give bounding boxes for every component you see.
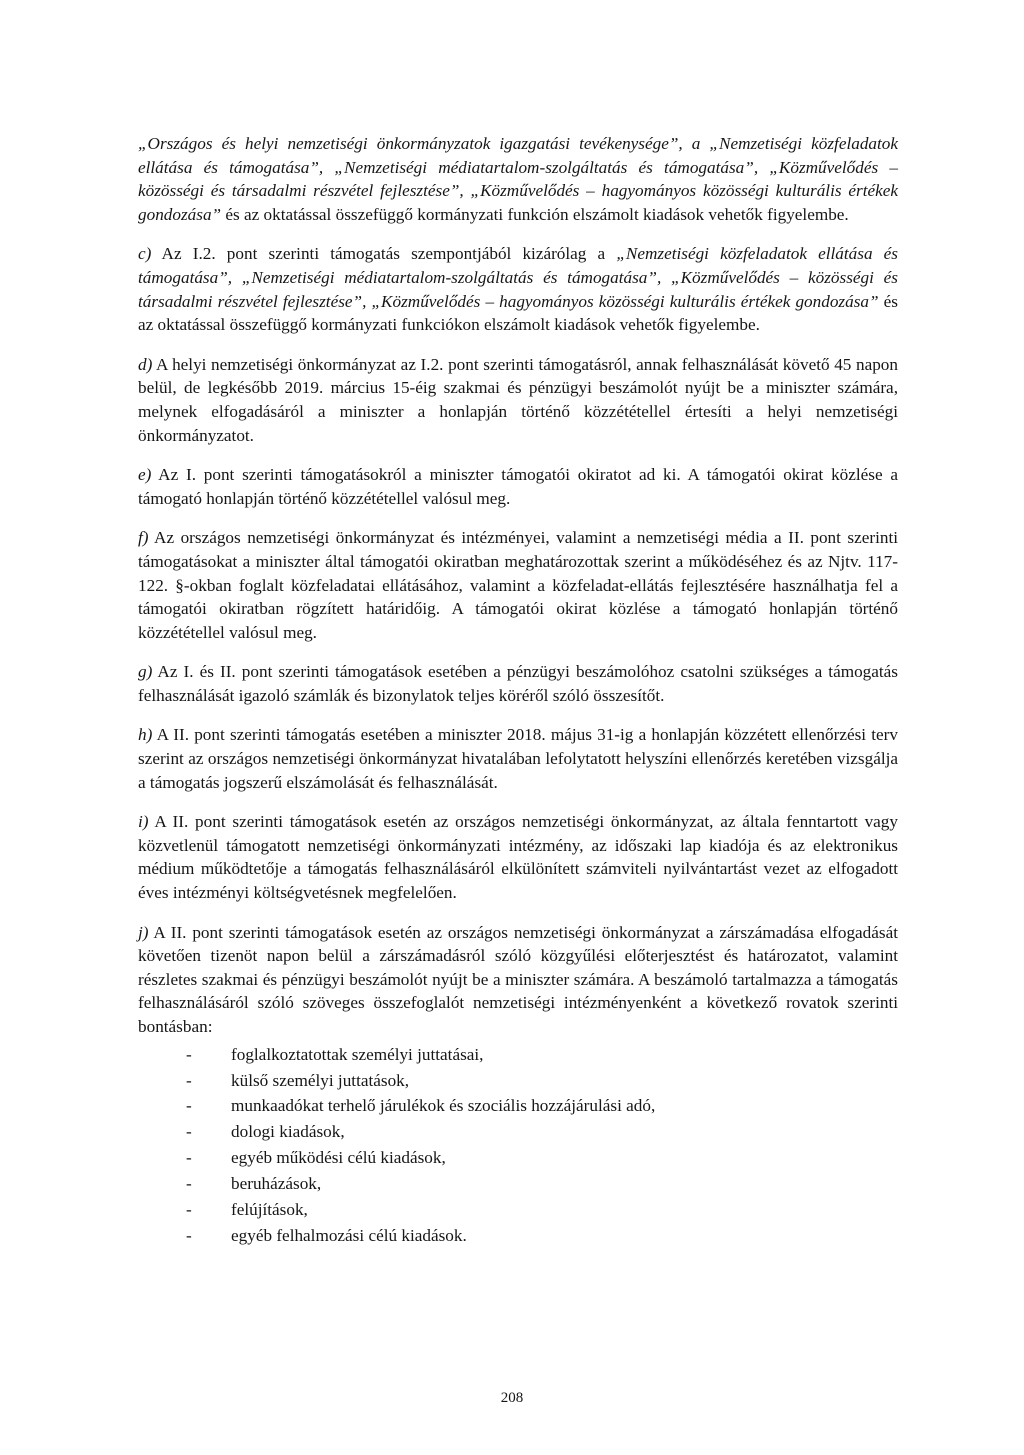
paragraph-c <box>138 242 898 336</box>
list-item-text: egyéb működési célú kiadások, <box>231 1148 446 1168</box>
bullet-dash: - <box>186 1225 192 1245</box>
paragraph-j <box>138 921 898 1039</box>
bullet-dash: - <box>186 1122 192 1142</box>
list-item-text: munkaadókat terhelő járulékok és szociális hozzájárulási adó, <box>231 1096 656 1116</box>
list-item <box>186 1223 898 1249</box>
bullet-dash: - <box>186 1148 192 1168</box>
paragraph-g <box>138 660 898 707</box>
bullet-dash: - <box>186 1044 192 1064</box>
paragraphs <box>138 132 898 1039</box>
italic-text-run: g) <box>138 662 153 682</box>
text-run: és az oktatással összefüggő kormányzati funkción elszámolt kiadások vehetők figyelembe. <box>221 204 849 224</box>
paragraph-continuation <box>138 132 898 226</box>
expense-category-list <box>138 1042 898 1249</box>
bullet-dash: - <box>186 1096 192 1116</box>
list-item <box>186 1171 898 1197</box>
italic-text-run: c) <box>138 244 152 264</box>
text-run: Az országos nemzetiségi önkormányzat és intézményei, valamint a nemzetiségi média a II. pont szerinti támogatásokat a miniszter által támogatói okiratban meghatározottak szerint a működéséhez és az Njtv. 117-122. §-okban foglalt közfeladatai ellátásához, valamint a közfeladat-ellátás fejlesztésére használhatja fel a támogatói okiratban rögzített határidőig. A támogatói okirat közlése a támogató honlapján történő közzététellel valósul meg. <box>138 528 898 642</box>
italic-text-run: d) <box>138 354 153 374</box>
list-item-text: egyéb felhalmozási célú kiadások. <box>231 1225 467 1245</box>
paragraph-e <box>138 463 898 510</box>
text-run: Az I. és II. pont szerinti támogatások esetében a pénzügyi beszámolóhoz csatolni szükséges a támogatás felhasználását igazoló számlák és bizonylatok teljes köréről szóló összesítőt. <box>138 662 898 705</box>
bullet-dash: - <box>186 1070 192 1090</box>
italic-text-run: e) <box>138 465 152 485</box>
list-item <box>186 1093 898 1119</box>
italic-text-run: „Országos és helyi nemzetiségi önkormányzatok igazgatási tevékenysége”, a „Nemzetiségi közfeladatok ellátása és támogatása”, „Nemzetiségi médiatartalom-szolgáltatás és támogatása”, „Közművelődés – közösségi és társadalmi részvétel fejlesztése”, „Közművelődés – hagyományos közösségi kulturális értékek gondozása” <box>138 134 898 224</box>
list-item <box>186 1197 898 1223</box>
paragraph-f <box>138 526 898 644</box>
bullet-dash: - <box>186 1200 192 1220</box>
italic-text-run: j) <box>138 922 149 942</box>
text-run: Az I.2. pont szerinti támogatás szempontjából kizárólag a <box>151 244 617 264</box>
text-run: és az oktatással összefüggő kormányzati funkciókon elszámolt kiadások vehetők figyelembe. <box>138 291 898 335</box>
italic-text-run: f) <box>138 528 149 548</box>
list-item <box>186 1119 898 1145</box>
list-item-text: foglalkoztatottak személyi juttatásai, <box>231 1044 484 1064</box>
list-item <box>186 1145 898 1171</box>
page-number: 208 <box>500 1390 524 1406</box>
text-run: A helyi nemzetiségi önkormányzat az I.2. pont szerinti támogatásról, annak felhasználását követő 45 napon belül, de legkésőbb 2019. március 15-éig szakmai és pénzügyi beszámolót nyújt be a miniszter számára, melynek elfogadásáról a miniszter a honlapján történő közzététellel értesíti a helyi nemzetiségi önkormányzatot. <box>138 354 898 445</box>
list-item <box>186 1068 898 1094</box>
list-item-text: beruházások, <box>231 1174 322 1194</box>
italic-text-run: „Nemzetiségi közfeladatok ellátása és támogatása”, „Nemzetiségi médiatartalom-szolgáltatás és támogatása”, „Közművelődés – közösségi és társadalmi részvétel fejlesztése”, „Közművelődés – hagyományos közösségi kulturális értékek gondozása” <box>138 244 898 311</box>
list-item-text: külső személyi juttatások, <box>231 1070 410 1090</box>
italic-text-run: i) <box>138 812 149 832</box>
text-run: A II. pont szerinti támogatás esetében a miniszter 2018. május 31-ig a honlapján közzétett ellenőrzési terv szerint az országos nemzetiségi önkormányzat hivatalában lefolytatott helyszíni ellenőrzés keretében vizsgálja a támogatás jogszerű elszámolását és felhasználását. <box>138 725 898 792</box>
list-item-text: felújítások, <box>231 1200 308 1220</box>
text-run: A II. pont szerinti támogatások esetén az országos nemzetiségi önkormányzat, az általa fenntartott vagy közvetlenül támogatott nemzetiségi önkormányzati intézmény, az időszaki lap kiadója és az elektronikus médium működtetője a támogatás felhasználásáról elkülönített számviteli nyilvántartást vezet az elfogadott éves intézményi költségvetésnek megfelelően. <box>138 812 898 903</box>
bullet-dash: - <box>186 1174 192 1194</box>
paragraph-d <box>138 353 898 447</box>
text-run: A II. pont szerinti támogatások esetén az országos nemzetiségi önkormányzat a zárszámadása elfogadását követően tizenöt napon belül a zárszámadásról szóló közgyűlési előterjesztést és határozatot, valamint részletes szakmai és pénzügyi beszámolót nyújt be a miniszter számára. A beszámoló tartalmazza a támogatás felhasználásáról szóló szöveges összefoglalót nemzetiségi intézményenként a következő rovatok szerinti bontásban: <box>138 922 898 1036</box>
list-item-text: dologi kiadások, <box>231 1122 345 1142</box>
paragraph-i <box>138 810 898 904</box>
list-item <box>186 1042 898 1068</box>
text-run: Az I. pont szerinti támogatásokról a miniszter támogatói okiratot ad ki. A támogatói okirat közlése a támogató honlapján történő közzététellel valósul meg. <box>138 465 898 508</box>
paragraph-h <box>138 723 898 794</box>
italic-text-run: h) <box>138 725 153 745</box>
document-page <box>138 132 898 1249</box>
